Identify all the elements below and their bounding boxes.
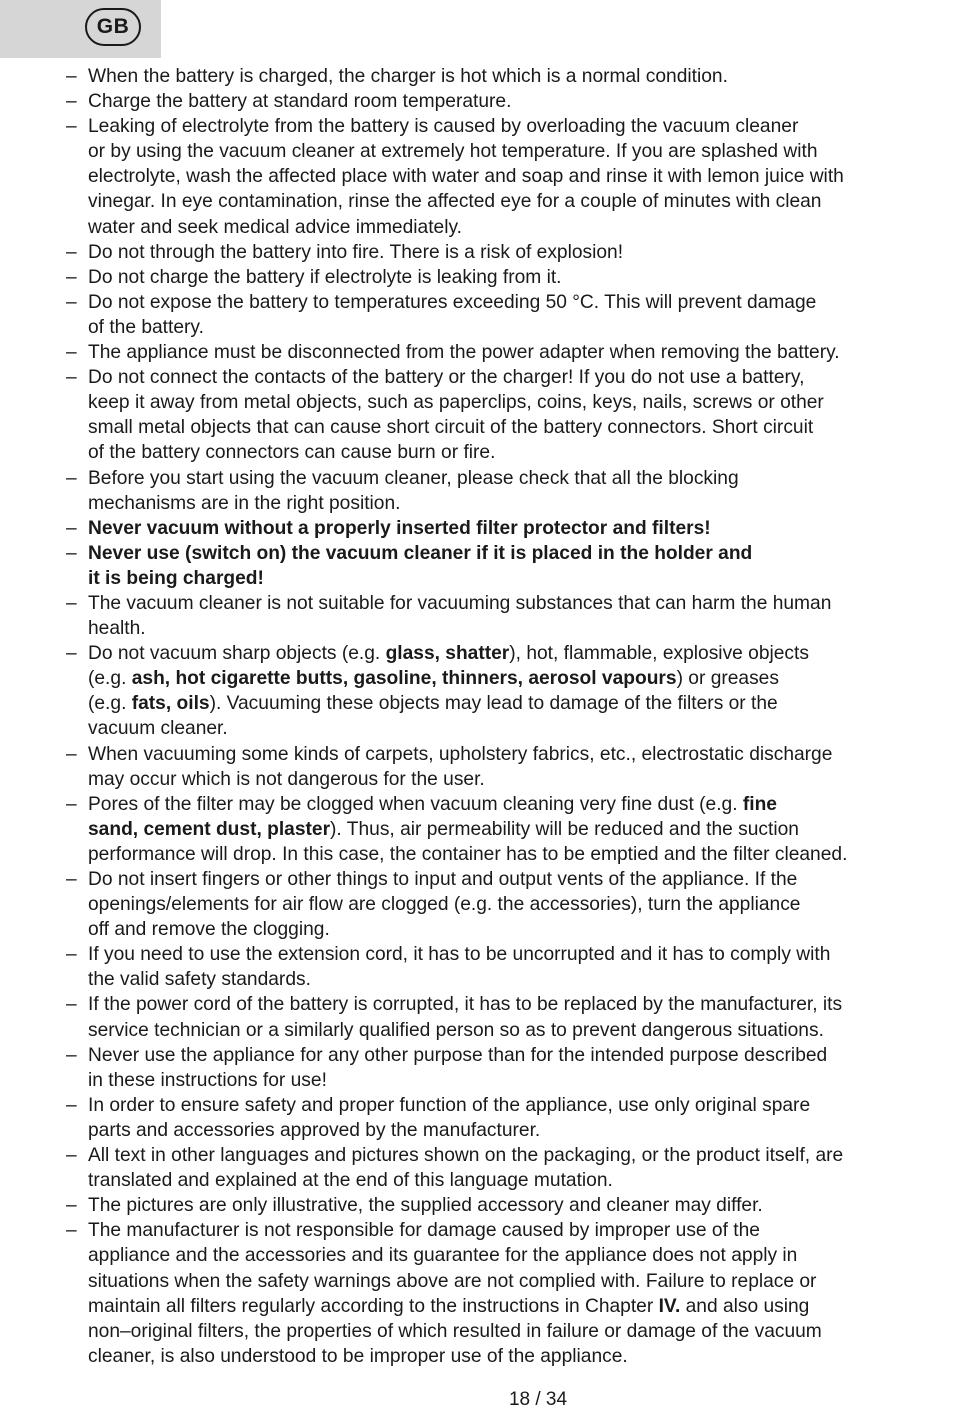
text-segment: Do not through the battery into fire. There is a risk of explosion!	[88, 241, 624, 263]
list-item-text	[88, 992, 960, 1042]
list-item	[66, 1218, 960, 1369]
list-item	[66, 792, 960, 867]
text-segment: Never use the appliance for any other purpose than for the intended purpose described in these instructions for use!	[88, 1044, 828, 1091]
bold-text: glass, shatter	[385, 643, 510, 665]
list-item-text	[88, 365, 960, 465]
list-item-text	[88, 265, 960, 290]
list-item	[66, 742, 960, 792]
text-segment: When the battery is charged, the charger is hot which is a normal condition.	[88, 66, 728, 87]
list-item	[66, 992, 960, 1042]
text-segment: Do not connect the contacts of the battery or the charger! If you do not use a battery, keep it away from metal objects, such as paperclips, coins, keys, nails, screws or other small metal objects that can cause short circuit of the battery connectors. Short circuit of the battery connectors can cause burn or fire.	[88, 367, 824, 464]
bold-text: IV.	[658, 1295, 681, 1317]
list-item-text	[88, 1043, 960, 1093]
list-item	[66, 942, 960, 992]
bullet-dash: –	[66, 1145, 77, 1167]
bullet-dash: –	[66, 342, 77, 364]
list-item	[66, 516, 960, 541]
bullet-dash: –	[66, 517, 77, 539]
list-item	[66, 114, 960, 239]
bullet-dash: –	[66, 467, 77, 489]
list-item-text	[88, 64, 960, 89]
list-item-text	[88, 867, 960, 942]
bullet-dash: –	[66, 91, 77, 113]
list-item-text	[88, 1093, 960, 1143]
text-segment: If the power cord of the battery is corrupted, it has to be replaced by the manufacturer, its service technician or a similarly qualified person so as to prevent dangerous situations.	[88, 994, 843, 1041]
text-segment: and also using non–original filters, the properties of which resulted in failure or damage of the vacuum cleaner, is also understood to be improper use of the appliance.	[88, 1295, 822, 1367]
bullet-dash: –	[66, 116, 77, 138]
list-item-text	[88, 516, 960, 541]
text-segment: ) or greases (e.g.	[88, 668, 779, 715]
bullet-dash: –	[66, 291, 77, 313]
list-item	[66, 89, 960, 114]
bullet-dash: –	[66, 743, 77, 765]
text-segment: Before you start using the vacuum cleaner, please check that all the blocking mechanisms are in the right position.	[88, 467, 739, 514]
bullet-dash: –	[66, 944, 77, 966]
list-item	[66, 240, 960, 265]
list-item	[66, 1193, 960, 1218]
bold-text: Never vacuum without a properly inserted filter protector and filters!	[88, 517, 711, 539]
bullet-dash: –	[66, 1220, 77, 1242]
list-item-text	[88, 240, 960, 265]
text-segment: Leaking of electrolyte from the battery is caused by overloading the vacuum cleaner or by using the vacuum cleaner at extremely hot temperature. If you are splashed with electrolyte, wash the affected place with water and soap and rinse it with lemon juice with vinegar. In eye contamination, rinse the affected eye for a couple of minutes with clean water and seek medical advice immediately.	[88, 116, 844, 238]
bullet-dash: –	[66, 1044, 77, 1066]
list-item-text	[88, 1143, 960, 1193]
text-segment: When vacuuming some kinds of carpets, upholstery fabrics, etc., electrostatic discharge may occur which is not dangerous for the user.	[88, 743, 833, 790]
text-segment: The vacuum cleaner is not suitable for vacuuming substances that can harm the human health.	[88, 592, 832, 640]
list-item	[66, 466, 960, 516]
list-item	[66, 641, 960, 741]
text-segment: In order to ensure safety and proper function of the appliance, use only original spare parts and accessories approved by the manufacturer.	[88, 1094, 811, 1141]
text-segment: The appliance must be disconnected from the power adapter when removing the battery.	[88, 342, 840, 364]
list-item	[66, 290, 960, 340]
list-item-text	[88, 742, 960, 792]
list-item	[66, 867, 960, 942]
bullet-dash: –	[66, 1195, 77, 1217]
bullet-dash: –	[66, 241, 77, 263]
list-item-text	[88, 792, 960, 867]
list-item-text	[88, 942, 960, 992]
bullet-dash: –	[66, 1094, 77, 1116]
list-item-text	[88, 1193, 960, 1218]
list-item-text	[88, 466, 960, 516]
text-segment: Pores of the filter may be clogged when vacuum cleaning very fine dust (e.g.	[88, 793, 743, 815]
text-segment: All text in other languages and pictures shown on the packaging, or the product itself, are translated and explained at the end of this language mutation.	[88, 1145, 844, 1192]
list-item	[66, 365, 960, 465]
list-item-text	[88, 1218, 960, 1369]
list-item-text	[88, 591, 960, 641]
language-badge: GB	[85, 8, 141, 46]
list-item	[66, 340, 960, 365]
list-item	[66, 265, 960, 290]
text-segment: If you need to use the extension cord, it has to be uncorrupted and it has to comply with the valid safety standards.	[88, 944, 831, 991]
language-tab	[0, 0, 161, 58]
text-segment: ). Vacuuming these objects may lead to damage of the filters or the vacuum cleaner.	[88, 693, 778, 740]
list-item	[66, 1143, 960, 1193]
bullet-dash: –	[66, 66, 77, 87]
bullet-dash: –	[66, 793, 77, 815]
list-item	[66, 64, 960, 89]
list-item-text	[88, 114, 960, 239]
list-item	[66, 591, 960, 641]
list-item	[66, 1043, 960, 1093]
bold-text: fats, oils	[131, 693, 210, 715]
bullet-dash: –	[66, 542, 77, 564]
bold-text: Never use (switch on) the vacuum cleaner if it is placed in the holder and it is being charged!	[88, 542, 753, 589]
bullet-dash: –	[66, 869, 77, 890]
text-segment: The pictures are only illustrative, the supplied accessory and cleaner may differ.	[88, 1195, 763, 1217]
list-item-text	[88, 641, 960, 741]
text-segment: Do not vacuum sharp objects (e.g.	[88, 643, 386, 665]
list-item-text	[88, 340, 960, 365]
bold-text: fine sand, cement dust, plaster	[88, 793, 777, 840]
list-item-text	[88, 89, 960, 114]
text-segment: Charge the battery at standard room temperature.	[88, 91, 512, 113]
list-item	[66, 541, 960, 591]
page-number: 18 / 34	[508, 1389, 568, 1410]
bullet-dash: –	[66, 994, 77, 1016]
safety-instructions-list	[66, 64, 960, 1369]
bullet-dash: –	[66, 367, 77, 389]
text-segment: Do not charge the battery if electrolyte is leaking from it.	[88, 266, 562, 288]
list-item	[66, 1093, 960, 1143]
text-segment: ), hot, flammable, explosive objects (e.g.	[88, 643, 809, 690]
text-segment: ). Thus, air permeability will be reduced and the suction performance will drop. In this case, the container has to be emptied and the filter cleaned.	[88, 818, 848, 865]
list-item-text	[88, 290, 960, 340]
bullet-dash: –	[66, 266, 77, 288]
text-segment: The manufacturer is not responsible for damage caused by improper use of the appliance and the accessories and its guarantee for the appliance does not apply in situations when the safety warnings above are not complied with. Failure to replace or maintain all filters regularly according to the instructions in Chapter	[88, 1220, 817, 1317]
bold-text: ash, hot cigarette butts, gasoline, thinners, aerosol vapours	[131, 668, 677, 690]
bullet-dash: –	[66, 643, 77, 665]
text-segment: Do not insert fingers or other things to input and output vents of the appliance. If the openings/elements for air flow are clogged (e.g. the accessories), turn the appliance off and remove the clogging.	[88, 869, 801, 941]
text-segment: Do not expose the battery to temperatures exceeding 50 °C. This will prevent damage of the battery.	[88, 291, 817, 338]
list-item-text	[88, 541, 960, 591]
bullet-dash: –	[66, 592, 77, 614]
